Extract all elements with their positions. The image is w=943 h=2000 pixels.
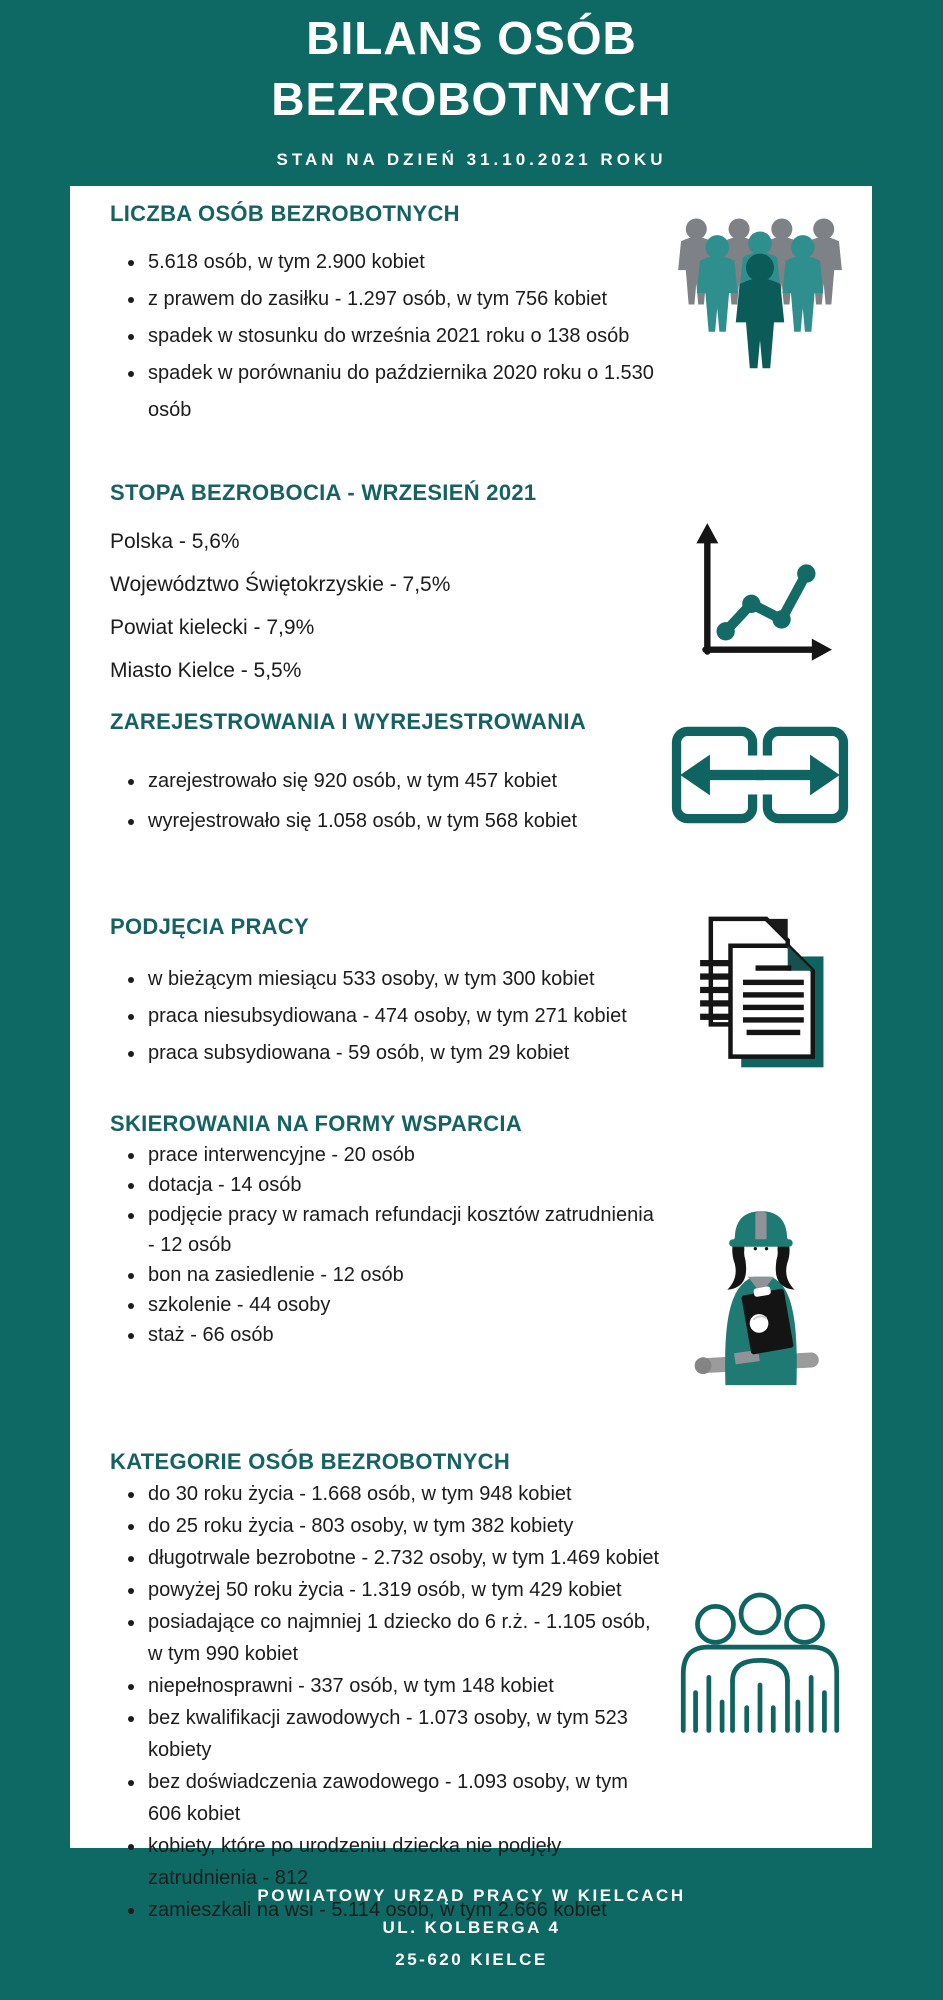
documents-icon [664, 913, 856, 1075]
stat-line: Miasto Kielce - 5,5% [110, 659, 302, 682]
list-item: • bon na zasiedlenie - 12 osób [146, 1260, 664, 1290]
list-item: • bez kwalifikacji zawodowych - 1.073 osoby, w tym 523 kobiety [146, 1702, 664, 1766]
transfer-arrows-icon [664, 708, 856, 841]
section-zarejestrowania [110, 708, 856, 841]
crowd-icon [664, 200, 856, 429]
line-chart-icon [664, 479, 856, 692]
footer-address [0, 1880, 943, 1976]
list-item: • do 25 roku życia - 803 osoby, w tym 382 kobiety [146, 1510, 664, 1542]
section-heading: KATEGORIE OSÓB BEZROBOTNYCH [110, 1449, 511, 1474]
list-item: • długotrwale bezrobotne - 2.732 osoby, w tym 1.469 kobiet [146, 1542, 664, 1574]
footer-line-2: UL. KOLBERGA 4 [382, 1918, 561, 1937]
stat-line: Polska - 5,6% [110, 530, 240, 553]
list-item: • 5.618 osób, w tym 2.900 kobiet [146, 244, 664, 281]
title-line-1: BILANS OSÓB [306, 12, 637, 64]
section-skierowania [110, 1110, 856, 1387]
list-item: • podjęcie pracy w ramach refundacji kosztów zatrudnienia - 12 osób [146, 1200, 664, 1260]
bullet-list [110, 961, 664, 1072]
section-heading: LICZBA OSÓB BEZROBOTNYCH [110, 201, 460, 226]
list-item: • spadek w porównaniu do października 2020 roku o 1.530 osób [146, 355, 664, 429]
list-item: • prace interwencyjne - 20 osób [146, 1140, 664, 1170]
stat-line: Województwo Świętokrzyskie - 7,5% [110, 573, 451, 596]
list-item: • posiadające co najmniej 1 dziecko do 6 r.ż. - 1.105 osób, w tym 990 kobiet [146, 1606, 664, 1670]
worker-woman-icon [664, 1110, 856, 1387]
stat-line: Powiat kielecki - 7,9% [110, 616, 315, 639]
list-item: • staż - 66 osób [146, 1320, 664, 1350]
list-item: • bez doświadczenia zawodowego - 1.093 osoby, w tym 606 kobiet [146, 1766, 664, 1830]
list-item: • kobiety, które po urodzeniu dziecka nie podjęły zatrudnienia - 812 [146, 1830, 664, 1894]
page-title [0, 8, 943, 130]
list-item: • dotacja - 14 osób [146, 1170, 664, 1200]
list-item: • niepełnosprawni - 337 osób, w tym 148 kobiet [146, 1670, 664, 1702]
section-liczba-osob [110, 200, 856, 429]
list-item: • powyżej 50 roku życia - 1.319 osób, w tym 429 kobiet [146, 1574, 664, 1606]
footer-line-1: POWIATOWY URZĄD PRACY W KIELCACH [257, 1886, 686, 1905]
section-kategorie [110, 1448, 856, 1926]
list-item: • wyrejestrowało się 1.058 osób, w tym 568 kobiet [146, 801, 664, 841]
section-podjecia-pracy [110, 913, 856, 1075]
section-heading: ZAREJESTROWANIA I WYREJESTROWANIA [110, 709, 587, 734]
section-heading: SKIEROWANIA NA FORMY WSPARCIA [110, 1111, 523, 1136]
stat-lines [110, 520, 664, 692]
bullet-list [110, 244, 664, 429]
bullet-list [110, 1478, 664, 1926]
group-outline-icon [664, 1408, 856, 1926]
footer-line-3: 25-620 KIELCE [395, 1950, 548, 1969]
list-item: • szkolenie - 44 osoby [146, 1290, 664, 1320]
list-item: • praca subsydiowana - 59 osób, w tym 29 kobiet [146, 1035, 664, 1072]
list-item: • zamieszkali na wsi - 5.114 osób, w tym 2.666 kobiet [146, 1894, 664, 1926]
page-subtitle: STAN NA DZIEŃ 31.10.2021 ROKU [276, 150, 667, 169]
bullet-list [110, 1140, 664, 1350]
section-stopa-bezrobocia [110, 479, 856, 692]
list-item: • w bieżącym miesiącu 533 osoby, w tym 300 kobiet [146, 961, 664, 998]
list-item: • spadek w stosunku do września 2021 roku o 138 osób [146, 318, 664, 355]
bullet-list [110, 761, 664, 841]
list-item: • praca niesubsydiowana - 474 osoby, w tym 271 kobiet [146, 998, 664, 1035]
title-line-2: BEZROBOTNYCH [271, 73, 672, 125]
list-item: • z prawem do zasiłku - 1.297 osób, w tym 756 kobiet [146, 281, 664, 318]
section-heading: STOPA BEZROBOCIA - WRZESIEŃ 2021 [110, 480, 537, 505]
section-heading: PODJĘCIA PRACY [110, 914, 309, 939]
list-item: • zarejestrowało się 920 osób, w tym 457 kobiet [146, 761, 664, 801]
list-item: • do 30 roku życia - 1.668 osób, w tym 948 kobiet [146, 1478, 664, 1510]
